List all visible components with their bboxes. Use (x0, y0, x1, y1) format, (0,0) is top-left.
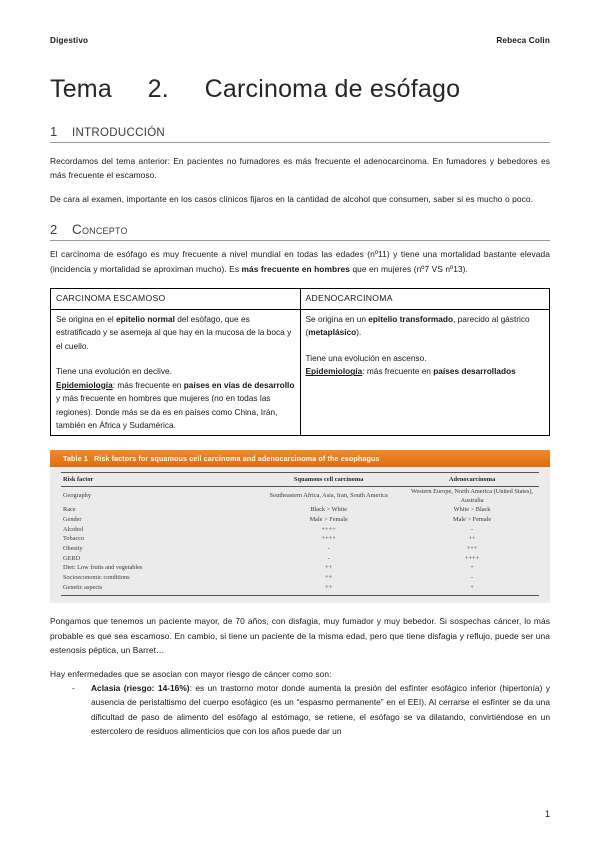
risk-squamous-cell: Southeastern Africa, Asia, Iran, South America (269, 492, 388, 500)
risk-factors-table (61, 472, 539, 594)
table-header-row (51, 289, 550, 310)
table-row (61, 506, 539, 516)
risk-squamous-cell: Black > White (310, 506, 347, 514)
risk-squamous-cell: ++++ (321, 525, 336, 533)
table-row (61, 535, 539, 545)
list-item-term: Aclasia (riesgo: 14-16%) (91, 683, 190, 694)
intro-paragraph-2: De cara al examen, importante en los casos clínicos fijaros en la cantidad de alcohol que consumen, saber si es mucho o poco. (50, 193, 533, 204)
txt-bold: epitelio normal (115, 313, 175, 324)
risk-squamous-cell: - (327, 554, 330, 562)
list-item (72, 681, 550, 739)
txt-a: : más frecuente en (362, 366, 434, 377)
risk-adeno-cell: + (470, 583, 474, 591)
risk-adeno-cell: ++++ (464, 554, 480, 562)
column-header-adeno: ADENOCARCINOMA (300, 289, 550, 310)
risk-factor-cell: Tobacco (63, 535, 85, 543)
txt-c: y más frecuente en hombres que mujeres (no en todas las regiones). Donde más se da es en países como China, Irán, también en África y Sudamérica. (56, 393, 278, 430)
page-title: Tema 2. Carcinoma de esófago (50, 75, 461, 103)
intro-paragraph-1: Recordamos del tema anterior: En pacientes no fumadores es más frecuente el adenocarcinoma. En fumadores y bebedores es más frecuente el escamoso. (50, 155, 550, 181)
risk-adeno-cell: White > Black (453, 506, 491, 514)
table-row (61, 544, 539, 554)
txt-c: , parecido al gástrico ( (305, 313, 530, 338)
txt-a: : más frecuente en (112, 379, 184, 390)
section-label: Concepto (72, 222, 128, 238)
figure-inner (50, 472, 550, 594)
table-row (61, 554, 539, 564)
table-row (61, 564, 539, 574)
risk-factor-cell: Genetic aspects (63, 583, 103, 591)
section-label: INTRODUCCIÓN (72, 126, 166, 139)
adeno-origen (306, 313, 546, 340)
column-header-escamoso: CARCINOMA ESCAMOSO (51, 289, 301, 310)
table-row (61, 525, 539, 535)
risk-col-squamous: Squamous cell carcinoma (252, 473, 405, 487)
comparison-table (50, 288, 550, 436)
escamoso-origen (56, 313, 296, 353)
figure-caption (50, 450, 550, 467)
figure-caption-text: Risk factors for squamous cell carcinoma and adenocarcinoma of the esophagus (93, 454, 380, 464)
section-number: 1 (50, 123, 58, 139)
page-number: 1 (544, 809, 550, 819)
spacer (306, 340, 546, 352)
risk-factor-cell: Alcohol (63, 525, 84, 533)
txt-a: Se origina en el (56, 313, 116, 324)
table-row (61, 487, 539, 506)
list-bullet-dash: - (72, 683, 75, 694)
risk-factors-figure (50, 450, 550, 603)
txt-bold2: metaplásico (308, 327, 357, 338)
table-row (61, 515, 539, 525)
table-row (61, 583, 539, 594)
list-item-body: : es un trastorno motor donde aumenta la presión del esfínter esofágico inferior (hipertonía) y ausencia de peristaltismo del cuerpo esofágico (es un “espasmo permanente” en el EEI). Al cerrarse el esfínter se da una dificultad de paso de alimento del esófago al estómago, se retiene, el esófago se va dilatando, convirtiéndose en un estercolero de residuos alimenticios que con los años puede dar un (91, 683, 550, 737)
risk-squamous-cell: Male > Female (309, 515, 348, 523)
risk-adeno-cell: - (471, 574, 474, 582)
txt-bold: epitelio transformado (368, 313, 454, 324)
running-header (50, 36, 550, 45)
list-item-text (91, 681, 550, 739)
txt-bold: países en vías de desarrollo (183, 379, 295, 390)
risk-factor-cell: Socioeconomic conditions (63, 574, 130, 582)
adeno-evolucion: Tiene una evolución en ascenso. (305, 352, 427, 363)
epi-label: Epidemiología (305, 366, 363, 377)
risk-adeno-cell: - (471, 525, 474, 533)
cell-escamoso-body (51, 309, 301, 436)
risk-squamous-cell: ++ (325, 583, 333, 591)
risk-squamous-cell: ++ (325, 574, 333, 582)
adeno-epidemiologia (306, 365, 546, 378)
risk-factor-cell: GERD (63, 554, 81, 562)
risk-factor-cell: Race (63, 506, 76, 514)
risk-adeno-cell: Western Europe, North America (United States), Australia (411, 488, 534, 504)
txt-bold: países desarrollados (433, 366, 516, 377)
concepto-text-c: que en mujeres (nº7 VS nº13). (350, 263, 468, 274)
concepto-text-bold: más frecuente en hombres (241, 263, 351, 274)
figure-caption-number: Table 1 (63, 454, 88, 464)
running-header-right: Rebeca Colin (496, 36, 550, 45)
section-heading-introduccion (50, 124, 550, 143)
risk-adeno-cell: ++ (468, 535, 476, 543)
risk-adeno-cell: + (470, 564, 474, 572)
risk-adeno-cell: Male > Female (452, 515, 492, 523)
risk-factor-cell: Diet: Low fruits and vegetables (63, 564, 143, 572)
risk-table-body (61, 487, 539, 594)
page-content (50, 36, 550, 739)
running-header-left: Digestivo (50, 36, 89, 45)
txt-e: ). (356, 327, 362, 338)
risk-factor-cell: Obesity (63, 544, 83, 552)
risk-adeno-cell: +++ (466, 544, 478, 552)
risk-squamous-cell: ++++ (321, 535, 336, 543)
risk-squamous-cell: ++ (325, 564, 333, 572)
table-row (51, 309, 550, 436)
case-example-paragraph: Pongamos que tenemos un paciente mayor, de 70 años, con disfagia, muy fumador y muy bebedor. Si sospechas cáncer, lo más probable es que sea escamoso. En cambio, si tiene un paciente de la misma edad, pero que tiene disfagia y reflujo, puede ser una estenosis péptica, un Barret… (50, 616, 550, 656)
risk-table-header-row (61, 473, 539, 487)
epi-label: Epidemiología (56, 379, 113, 390)
txt-c: del esófago, que es estratificado y se asemeja al que hay en la mucosa de la boca y el cuello. (56, 313, 292, 351)
section-number: 2 (50, 222, 58, 238)
spacer (56, 353, 296, 365)
associated-diseases-intro: Hay enfermedades que se asocian con mayor riesgo de cáncer como son: (50, 668, 332, 679)
concepto-text-a: El carcinoma de esófago es muy frecuente a nivel mundial en todas las edades (nº11) y tiene una mortalidad bastante elevada (incidencia y mortalidad se aproximan mucho). Es (50, 249, 550, 274)
figure-bottom-rule (61, 595, 539, 596)
table-row (61, 573, 539, 583)
risk-factor-cell: Gender (63, 515, 82, 523)
concepto-paragraph (50, 247, 550, 276)
escamoso-epidemiologia (56, 379, 296, 433)
txt-a: Se origina en un (305, 313, 369, 324)
section-heading-concepto (50, 222, 550, 241)
risk-factor-cell: Geography (63, 492, 91, 500)
risk-col-adeno: Adenocarcinoma (405, 473, 539, 487)
associated-diseases-list (50, 681, 550, 739)
risk-col-factor: Risk factor (61, 473, 252, 487)
risk-squamous-cell: - (327, 544, 330, 552)
escamoso-evolucion: Tiene una evolución en declive. (56, 366, 172, 377)
cell-adeno-body (300, 309, 550, 436)
